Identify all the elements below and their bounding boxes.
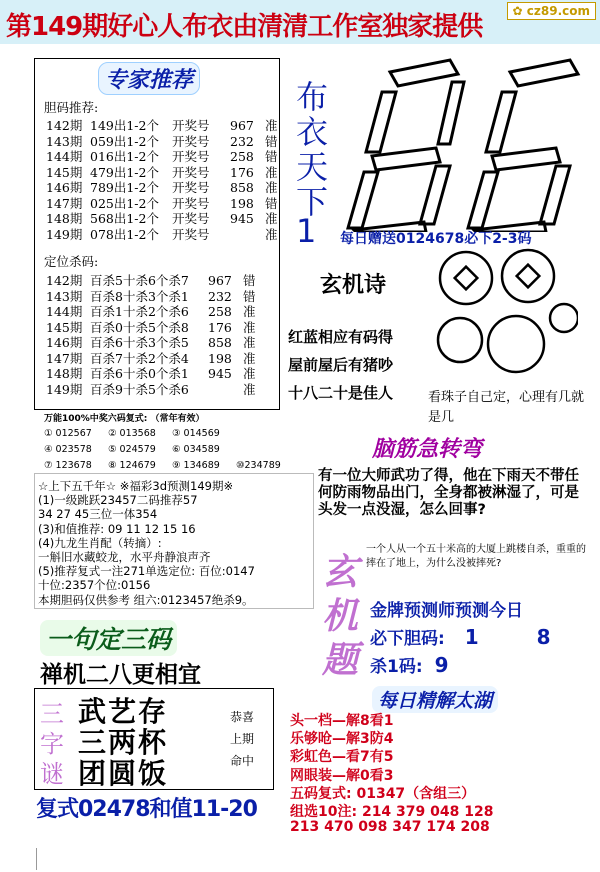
kill-cell: 147期 [46, 350, 83, 366]
dan-cell: 078出1-2个 [90, 226, 159, 242]
kill-label: 定位杀码: [44, 254, 99, 269]
forecast-line: (4)九龙生肖配（转摘）: [38, 535, 162, 550]
kill-cell: 百杀5十杀6个杀7 [90, 273, 189, 288]
riddle-heading-char: 机 [322, 596, 359, 637]
taihu-line: 乐够呛—解3防4 [290, 731, 394, 748]
zen-banner: 禅机二八更相宜 [40, 662, 201, 688]
side-char: 字 [40, 730, 64, 758]
combo-title: 万能100%中奖六码复式: （常年有效） [44, 414, 205, 424]
taihu-line: 彩虹色—看7有5 [290, 749, 394, 766]
dan-cell: 143期 [46, 133, 83, 149]
dan-cell: 789出1-2个 [90, 180, 159, 195]
congrats-line: 命中 [230, 754, 255, 768]
dan-cell: 准 [265, 118, 278, 133]
dan-row [46, 225, 285, 243]
kill-cell: 百杀1十杀2个杀6 [90, 304, 189, 319]
kill-cell: 准 [243, 381, 256, 397]
dan-cell: 开奖号 [172, 118, 210, 133]
buyi-char: 布 [296, 78, 329, 116]
dan-cell: 945 [230, 211, 254, 226]
congrats-line: 恭喜 [230, 710, 255, 724]
dan-cell: 开奖号 [172, 211, 210, 226]
riddle-word: 武艺存 [78, 695, 169, 728]
forecast-line: (3)和值推荐: 09 11 12 15 16 [38, 521, 196, 536]
fushi-line: 复式02478和值11-20 [36, 797, 257, 822]
star-icon: ✿ [512, 4, 523, 18]
pearls-text: 看珠子自己定，心理有几就是几 [428, 390, 585, 425]
coin-icon [438, 318, 482, 362]
dan-cell: 232 [230, 133, 254, 149]
expert-heading: 专家推荐 [98, 62, 200, 95]
poem-line: 红蓝相应有码得 [288, 328, 394, 346]
site-label: cz89.com [526, 4, 590, 18]
kill-cell: 百杀6十杀0个杀1 [90, 366, 189, 381]
page-divider [36, 848, 37, 870]
must-value-1: 1 [464, 625, 479, 649]
combo-item: ③ 014569 [172, 428, 220, 439]
dan-cell: 145期 [46, 164, 83, 180]
page-title: 第149期好心人布衣由清清工作室独家提供 [6, 12, 483, 42]
big-digits-graphic [340, 52, 592, 232]
coin-icon [440, 252, 492, 304]
kill-cell: 百杀0十杀5个杀8 [90, 319, 189, 335]
dan-cell: 开奖号 [172, 226, 210, 242]
combo-item: ⑩234789 [236, 460, 281, 471]
kill-cell: 145期 [46, 319, 83, 335]
kill-cell: 146期 [46, 335, 83, 350]
kill-cell: 143期 [46, 288, 83, 304]
dan-cell: 142期 [46, 118, 83, 133]
side-char: 谜 [40, 760, 64, 788]
kill-one-label: 杀1码: [370, 657, 423, 677]
kill-cell: 准 [243, 335, 256, 350]
combo-item: ④ 023578 [44, 444, 92, 455]
dan-cell: 148期 [46, 211, 83, 226]
dan-cell: 059出1-2个 [90, 133, 159, 149]
digit-8-icon [348, 60, 464, 232]
dan-cell: 149出1-2个 [90, 118, 159, 133]
poem-line: 屋前屋后有猪吵 [288, 356, 394, 374]
kill-cell: 858 [208, 335, 232, 350]
dan-cell: 错 [265, 133, 278, 149]
buyi-char: 天 [296, 148, 329, 186]
combo-item: ⑨ 134689 [172, 460, 220, 471]
dan-cell: 准 [265, 180, 278, 195]
dan-cell: 025出1-2个 [90, 195, 159, 211]
dan-cell: 967 [230, 118, 254, 133]
must-row [370, 624, 551, 649]
dan-cell: 198 [230, 195, 254, 211]
combo-row [44, 428, 236, 439]
forecast-line: (1)一级跳跃23457二码推荐57 [38, 493, 198, 508]
buyi-char: 1 [296, 212, 317, 250]
taihu-line: 网眼装—解0看3 [290, 767, 394, 784]
brain-heading: 脑筋急转弯 [372, 437, 483, 462]
kill-cell: 142期 [46, 273, 83, 288]
dan-cell: 258 [230, 149, 254, 164]
combo-row [44, 444, 236, 455]
riddle-text: 一个人从一个五十米高的大厦上跳楼自杀，重重的摔在了地上，为什么没被摔死? [366, 544, 586, 569]
kill-cell: 198 [208, 350, 232, 366]
poem-heading: 玄机诗 [320, 273, 387, 298]
kill-one-value: 9 [434, 653, 449, 677]
kill-cell: 准 [243, 319, 256, 335]
combo-item: ⑤ 024579 [108, 444, 156, 455]
dan-cell: 错 [265, 195, 278, 211]
riddle-heading-char: 玄 [322, 552, 359, 593]
combo-item: ⑧ 124679 [108, 460, 156, 471]
dan-cell: 开奖号 [172, 149, 210, 164]
kill-cell: 准 [243, 304, 256, 319]
kill-cell: 148期 [46, 366, 83, 381]
dan-cell: 479出1-2个 [90, 164, 159, 180]
coin-icon [550, 304, 578, 332]
kill-row [46, 380, 263, 398]
dan-cell: 016出1-2个 [90, 149, 159, 164]
combo-item: ① 012567 [44, 428, 92, 439]
kill-cell: 错 [243, 273, 256, 288]
forecast-line: ☆上下五千年☆ ※福彩3d预测149期※ [38, 479, 234, 493]
dan-cell: 错 [265, 149, 278, 164]
coin-icon [502, 250, 554, 302]
must-label: 必下胆码: [370, 629, 445, 649]
kill-cell: 百杀8十杀3个杀1 [90, 288, 189, 304]
dan-cell: 149期 [46, 226, 83, 242]
dan-cell: 开奖号 [172, 195, 210, 211]
congrats-line: 上期 [230, 732, 255, 746]
poem-line: 十八二十是佳人 [288, 384, 394, 402]
dan-cell: 准 [265, 164, 278, 180]
taihu-line: 213 470 098 347 174 208 [290, 819, 490, 836]
kill-one-row [370, 652, 448, 677]
brain-text: 有一位大师武功了得，他在下雨天不带任何防雨物品出门，全身都被淋湿了，可是头发一点没湿，怎么回事? [318, 468, 579, 518]
coins-graphic [428, 248, 578, 386]
dan-cell: 开奖号 [172, 133, 210, 149]
dan-cell: 858 [230, 180, 254, 195]
combo-item: ⑥ 034589 [172, 444, 220, 455]
coin-icon [488, 316, 544, 372]
forecast-line: (5)推荐复式一注271单选定位: 百位:0147 [38, 564, 255, 579]
dan-cell: 568出1-2个 [90, 211, 159, 226]
one-sentence-heading: 一句定三码 [40, 620, 177, 656]
kill-cell: 149期 [46, 381, 83, 397]
dan-cell: 开奖号 [172, 164, 210, 180]
dan-cell: 准 [265, 211, 278, 226]
digit-6-icon [468, 60, 578, 232]
combo-row [44, 460, 296, 471]
forecast-line: 34 27 45三位一体354 [38, 507, 158, 522]
must-value-2: 8 [536, 625, 551, 649]
combo-item: ⑦ 123678 [44, 460, 92, 471]
dan-label: 胆码推荐: [44, 100, 99, 115]
gold-forecaster: 金牌预测师预测今日 [370, 601, 523, 621]
dan-cell: 146期 [46, 180, 83, 195]
dan-cell: 准 [265, 226, 278, 242]
riddle-word: 团圆饭 [78, 757, 169, 790]
riddle-heading-char: 题 [322, 640, 359, 681]
buyi-char: 衣 [296, 113, 329, 151]
kill-cell: 百杀7十杀2个杀4 [90, 350, 189, 366]
dan-cell: 147期 [46, 195, 83, 211]
forecast-line: 十位:2357个位:0156 [38, 578, 151, 593]
taihu-line: 五码复式: 01347（含组三） [290, 785, 476, 802]
kill-cell: 967 [208, 273, 232, 288]
kill-cell: 准 [243, 366, 256, 381]
taihu-line: 头一档—解8看1 [290, 713, 394, 729]
kill-cell: 准 [243, 350, 256, 366]
forecast-line: 一斛旧水藏蛟龙，水平舟静浪声齐 [38, 550, 211, 564]
kill-cell: 百杀6十杀3个杀5 [90, 335, 189, 350]
kill-cell: 144期 [46, 304, 83, 319]
kill-cell: 176 [208, 319, 232, 335]
site-badge[interactable] [507, 2, 596, 20]
kill-cell: 百杀9十杀5个杀6 [90, 381, 189, 397]
kill-cell: 错 [243, 288, 256, 304]
taihu-line: 组选10注: 214 379 048 128 [290, 804, 494, 820]
dan-cell: 开奖号 [172, 180, 210, 195]
dan-cell: 176 [230, 164, 254, 180]
kill-cell: 232 [208, 288, 232, 304]
kill-cell: 945 [208, 366, 232, 381]
dan-cell: 144期 [46, 149, 83, 164]
buyi-char: 下 [296, 183, 329, 221]
taihu-heading: 每日精解太湖 [372, 686, 498, 713]
riddle-word: 三两杯 [78, 726, 169, 759]
kill-cell: 258 [208, 304, 232, 319]
combo-item: ② 013568 [108, 428, 156, 439]
daily-gift: 每日赠送0124678必下2-3码 [340, 231, 532, 247]
side-char: 三 [40, 700, 64, 728]
forecast-line: 本期胆码仅供参考 组六:0123457绝杀9。 [38, 592, 254, 607]
